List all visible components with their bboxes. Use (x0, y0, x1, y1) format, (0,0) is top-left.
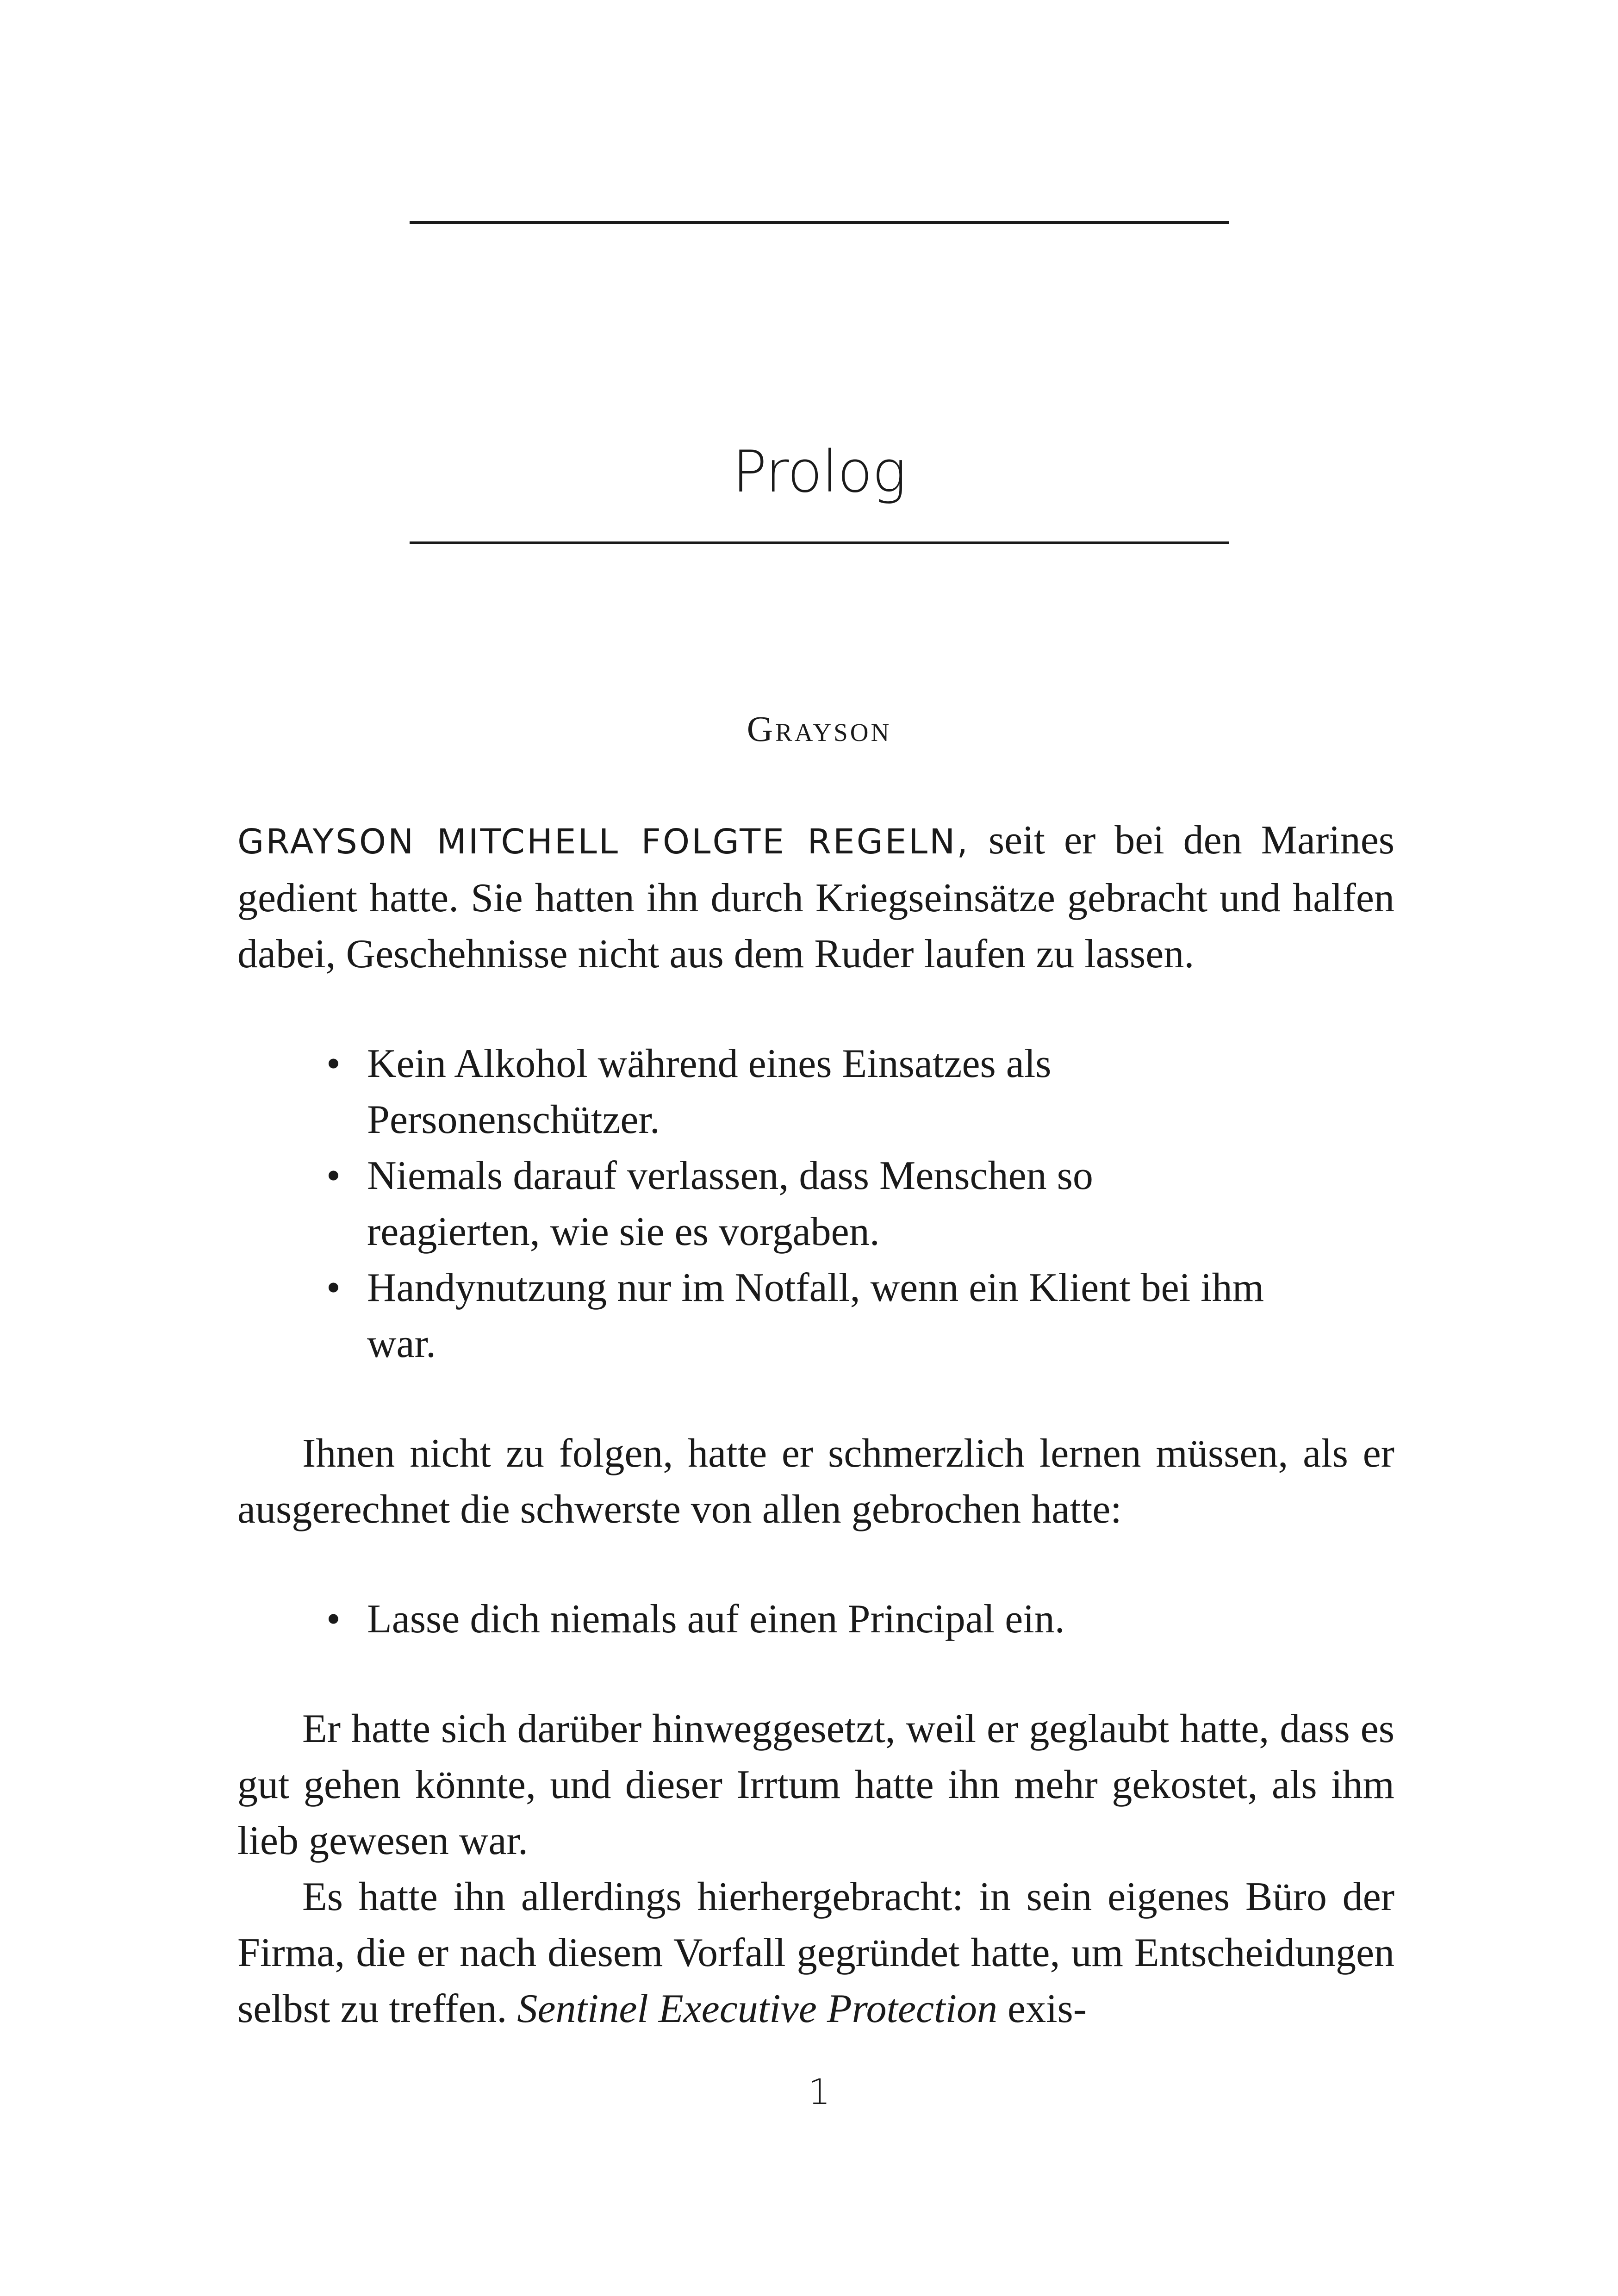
paragraph-fourth (237, 1869, 1394, 2037)
list-item-text: Lasse dich niemals auf einen Principal ein. (367, 1597, 1065, 1642)
list-item-text: Kein Alkohol während eines Einsatzes als Personenschützer. (367, 1041, 1052, 1142)
bullet-mark: • (326, 1153, 341, 1198)
bullet-mark: • (326, 1597, 341, 1642)
chapter-title: Prolog (732, 439, 906, 505)
spacer (237, 1647, 1394, 1701)
list-item (326, 1260, 1270, 1372)
opening-lead-caps: GRAYSON MITCHELL FOLGTE REGELN, (237, 822, 970, 862)
list-item (326, 1148, 1270, 1260)
rules-list (237, 1036, 1270, 1372)
company-name: Sentinel Executive Protection (517, 1986, 998, 2031)
paragraph-fourth-tail: exis- (997, 1986, 1087, 2031)
opening-text: seit er bei den Marines gedient hatte. Sie hatten ihn durch Kriegseinsätze gebracht und halfen dabei, Geschehnisse nicht aus dem Ruder laufen zu lassen. (237, 818, 1394, 977)
paragraph-second: Ihnen nicht zu folgen, hatte er schmerzlich lernen müssen, als er ausgerechnet die schwerste von allen gebrochen hatte: (237, 1431, 1394, 1532)
chapter-rule-bottom (410, 541, 1229, 544)
body-text (237, 812, 1394, 2037)
spacer (237, 982, 1394, 1036)
list-item (326, 1036, 1270, 1148)
spacer (237, 1537, 1394, 1591)
chapter-rule-top (410, 221, 1229, 224)
bullet-mark: • (326, 1041, 341, 1086)
page-number: 1 (808, 2071, 831, 2112)
list-item-text: Handynutzung nur im Notfall, wenn ein Klient bei ihm war. (367, 1265, 1264, 1366)
pov-heading: Grayson (747, 709, 892, 749)
list-item-text: Niemals darauf verlassen, dass Menschen so reagierten, wie sie es vorgaben. (367, 1153, 1093, 1254)
paragraph-fourth-text: Es hatte ihn allerdings hierhergebracht: in sein eigenes Büro der Firma, die er nach diesem Vorfall gegründet hatte, um Entscheidungen selbst zu treffen. (237, 1874, 1394, 2031)
bullet-mark: • (326, 1265, 341, 1310)
spacer (237, 1372, 1394, 1425)
paragraph-opening (237, 812, 1394, 982)
broken-rule-list (237, 1591, 1270, 1647)
list-item (326, 1591, 1270, 1647)
paragraph-third: Er hatte sich darüber hinweggesetzt, weil er geglaubt hatte, dass es gut gehen könnte, und dieser Irrtum hatte ihn mehr gekostet, als ihm lieb gewesen war. (237, 1706, 1394, 1863)
